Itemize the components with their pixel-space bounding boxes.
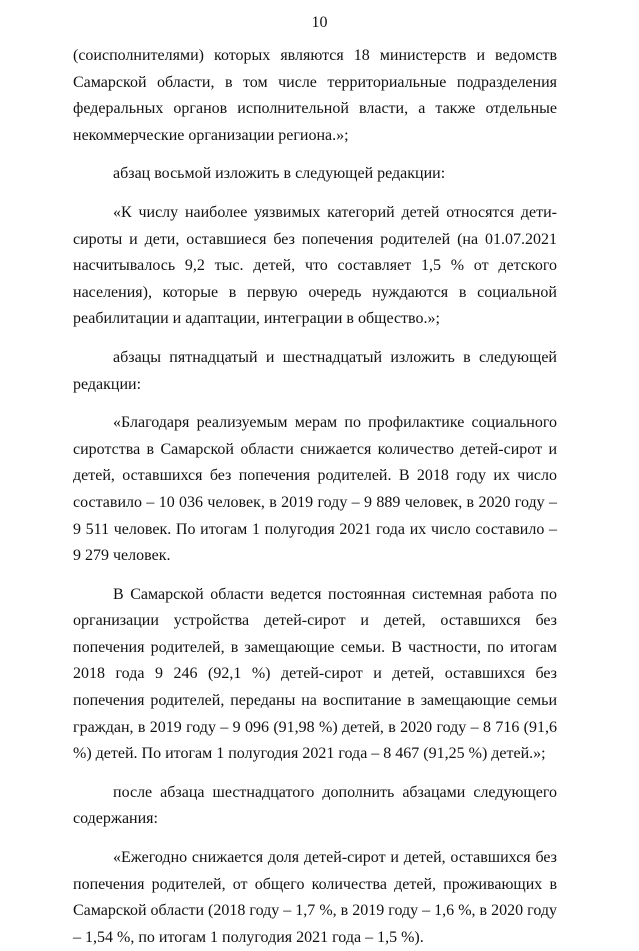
paragraph-instruction-15-16: абзацы пятнадцатый и шестнадцатый изложить в следующей редакции: xyxy=(73,348,557,393)
document-body xyxy=(73,43,557,951)
paragraph-quote-orphanhood: «Благодаря реализуемым мерам по профилактике социального сиротства в Самарской области снижается количество детей-сирот и детей, оставшихся без попечения родителей. В 2018 году их число составило – 10 036 человек, в 2019 году – 9 889 человек, в 2020 году – 9 511 человек. По итогам 1 полугодия 2021 года их число составило – 9 279 человек. xyxy=(73,414,557,565)
paragraph-foster-families: В Самарской области ведется постоянная системная работа по организации устройства детей-сирот и детей, оставшихся без попечения родителей, в замещающие семьи. В частности, по итогам 2018 года 9 246 (92,1 %) детей-сирот и детей, оставшихся без попечения родителей, переданы на воспитание в замещающие семьи граждан, в 2019 году – 9 096 (91,98 %) детей, в 2020 году – 8 716 (91,6 %) детей. По итогам 1 полугодия 2021 года – 8 467 (91,25 %) детей.»; xyxy=(73,585,557,763)
paragraph-continuation: (соисполнителями) которых являются 18 министерств и ведомств Самарской области, в том числе территориальные подразделения федеральных органов исполнительной власти, а также отдельные некоммерческие организации региона.»; xyxy=(73,47,557,144)
paragraph-quote-share: «Ежегодно снижается доля детей-сирот и детей, оставшихся без попечения родителей, от общего количества детей, проживающих в Самарской области (2018 году – 1,7 %, в 2019 году – 1,6 %, в 2020 году – 1,54 %, по итогам 1 полугодия 2021 года – 1,5 %). xyxy=(73,849,557,946)
paragraph-quote-vulnerable: «К числу наиболее уязвимых категорий детей относятся дети-сироты и дети, оставшиеся без попечения родителей (на 01.07.2021 насчитывалось 9,2 тыс. детей, что составляет 1,5 % от детского населения), которые в первую очередь нуждаются в социальной реабилитации и адаптации, интеграции в общество.»; xyxy=(73,203,557,328)
page-number: 10 xyxy=(311,14,328,31)
paragraph-instruction-after-16: после абзаца шестнадцатого дополнить абзацами следующего содержания: xyxy=(73,783,557,828)
paragraph-instruction-8: абзац восьмой изложить в следующей редакции: xyxy=(113,165,446,183)
